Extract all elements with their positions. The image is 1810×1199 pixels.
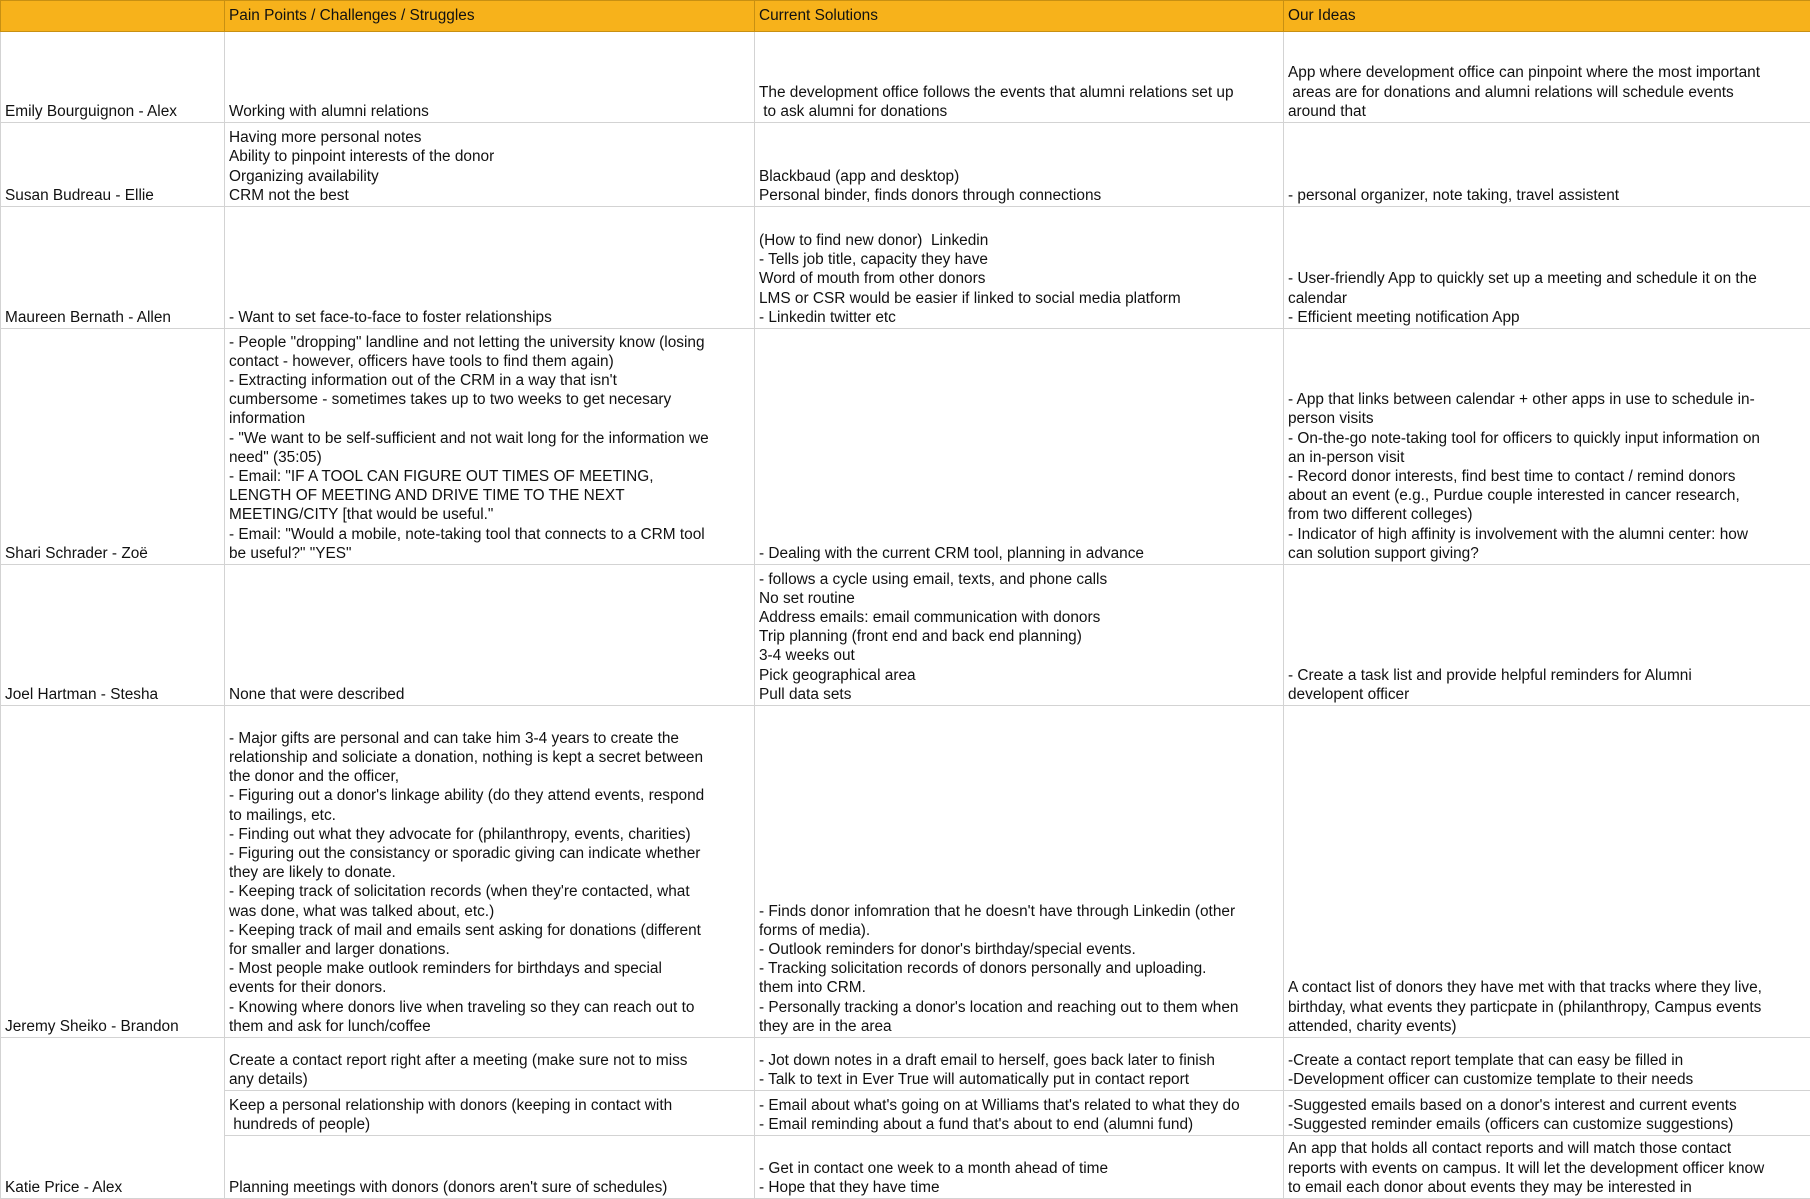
name-cell[interactable]: Susan Budreau - Ellie [1,123,225,207]
cell-text-line: An app that holds all contact reports and will match those contact [1288,1139,1806,1158]
table-row [1,329,1810,565]
cell-text-line: - Want to set face-to-face to foster relationships [229,308,750,327]
our-ideas-cell[interactable] [1284,207,1810,329]
cell-text-line: hundreds of people) [229,1115,750,1134]
table-row [1,207,1810,329]
cell-text-line: forms of media). [759,921,1279,940]
cell-text-line: Organizing availability [229,167,750,186]
cell-text-line: - Jot down notes in a draft email to herself, goes back later to finish [759,1051,1279,1070]
cell-text-line: - People "dropping" landline and not letting the university know (losing [229,333,750,352]
cell-text-line: Trip planning (front end and back end planning) [759,627,1279,646]
cell-text-line: - personal organizer, note taking, travel assistent [1288,186,1806,205]
our-ideas-cell[interactable] [1284,706,1810,1038]
cell-text-line: Create a contact report right after a meeting (make sure not to miss [229,1051,750,1070]
pain-points-cell[interactable] [225,1091,755,1136]
cell-text-line: they are likely to donate. [229,863,750,882]
our-ideas-cell[interactable] [1284,1091,1810,1136]
cell-text-line: - Email reminding about a fund that's about to end (alumni fund) [759,1115,1279,1134]
current-solutions-cell[interactable] [755,565,1284,706]
cell-text-line: attended, charity events) [1288,1017,1806,1036]
cell-text-line: was done, what was talked about, etc.) [229,902,750,921]
pain-points-cell[interactable] [225,1136,755,1199]
cell-text-line: (How to find new donor) Linkedin [759,231,1279,250]
cell-text-line: contact - however, officers have tools to find them again) [229,352,750,371]
cell-text-line: - Indicator of high affinity is involvement with the alumni center: how [1288,525,1806,544]
table-row [1,1136,1810,1199]
cell-text-line: to mailings, etc. [229,806,750,825]
cell-text-line: - Extracting information out of the CRM in a way that isn't [229,371,750,390]
cell-text-line: - App that links between calendar + other apps in use to schedule in- [1288,390,1806,409]
cell-text-line: A contact list of donors they have met with that tracks where they live, [1288,978,1806,997]
table-row [1,32,1810,123]
our-ideas-cell[interactable] [1284,329,1810,565]
current-solutions-cell[interactable] [755,1091,1284,1136]
cell-text-line: - Efficient meeting notification App [1288,308,1806,327]
cell-text-line: them into CRM. [759,978,1279,997]
cell-text-line: - Finds donor infomration that he doesn't have through Linkedin (other [759,902,1279,921]
cell-text-line: information [229,409,750,428]
cell-text-line: need" (35:05) [229,448,750,467]
cell-text-line: areas are for donations and alumni relations will schedule events [1288,83,1806,102]
name-cell[interactable]: Maureen Bernath - Allen [1,207,225,329]
cell-text-line: Pull data sets [759,685,1279,704]
cell-text-line: - follows a cycle using email, texts, and phone calls [759,570,1279,589]
cell-text-line: Blackbaud (app and desktop) [759,167,1279,186]
cell-text-line: person visits [1288,409,1806,428]
table-row [1,123,1810,207]
name-cell[interactable]: Joel Hartman - Stesha [1,565,225,706]
cell-text-line: 3-4 weeks out [759,646,1279,665]
cell-text-line: - Finding out what they advocate for (philanthropy, events, charities) [229,825,750,844]
current-solutions-cell[interactable] [755,329,1284,565]
pain-points-cell[interactable] [225,1038,755,1091]
cell-text-line: them and ask for lunch/coffee [229,1017,750,1036]
cell-text-line: -Create a contact report template that can easy be filled in [1288,1051,1806,1070]
cell-text-line: - Outlook reminders for donor's birthday/special events. [759,940,1279,959]
pain-points-cell[interactable] [225,123,755,207]
cell-text-line: The development office follows the events that alumni relations set up [759,83,1279,102]
name-cell[interactable]: Jeremy Sheiko - Brandon [1,706,225,1038]
cell-text-line: - Personally tracking a donor's location and reaching out to them when [759,998,1279,1017]
cell-text-line: Having more personal notes [229,128,750,147]
cell-text-line: LMS or CSR would be easier if linked to social media platform [759,289,1279,308]
cell-text-line: - Dealing with the current CRM tool, planning in advance [759,544,1279,563]
cell-text-line: - On-the-go note-taking tool for officers to quickly input information on [1288,429,1806,448]
table-row [1,565,1810,706]
cell-text-line: reports with events on campus. It will let the development officer know [1288,1159,1806,1178]
cell-text-line: LENGTH OF MEETING AND DRIVE TIME TO THE NEXT [229,486,750,505]
pain-points-cell[interactable] [225,565,755,706]
cell-text-line: - Email: "Would a mobile, note-taking tool that connects to a CRM tool [229,525,750,544]
cell-text-line: -Suggested reminder emails (officers can customize suggestions) [1288,1115,1806,1134]
cell-text-line: None that were described [229,685,750,704]
cell-text-line: - Hope that they have time [759,1178,1279,1197]
cell-text-line: - Figuring out a donor's linkage ability (do they attend events, respond [229,786,750,805]
cell-text-line: developent officer [1288,685,1806,704]
cell-text-line: events for their donors. [229,978,750,997]
cell-text-line: - Record donor interests, find best time to contact / remind donors [1288,467,1806,486]
cell-text-line: -Development officer can customize template to their needs [1288,1070,1806,1089]
cell-text-line: - Get in contact one week to a month ahead of time [759,1159,1279,1178]
pain-points-cell[interactable] [225,32,755,123]
cell-text-line: Working with alumni relations [229,102,750,121]
cell-text-line: - Email: "IF A TOOL CAN FIGURE OUT TIMES OF MEETING, [229,467,750,486]
our-ideas-cell[interactable] [1284,123,1810,207]
cell-text-line: Keep a personal relationship with donors (keeping in contact with [229,1096,750,1115]
pain-points-cell[interactable] [225,207,755,329]
cell-text-line: for smaller and larger donations. [229,940,750,959]
cell-text-line: App where development office can pinpoint where the most important [1288,63,1806,82]
current-solutions-cell[interactable] [755,706,1284,1038]
cell-text-line: from two different colleges) [1288,505,1806,524]
cell-text-line: an in-person visit [1288,448,1806,467]
current-solutions-cell[interactable] [755,1038,1284,1091]
cell-text-line: - Create a task list and provide helpful reminders for Alumni [1288,666,1806,685]
cell-text-line: relationship and soliciate a donation, nothing is kept a secret between [229,748,750,767]
cell-text-line: - User-friendly App to quickly set up a meeting and schedule it on the [1288,269,1806,288]
pain-points-cell[interactable] [225,329,755,565]
cell-text-line: about an event (e.g., Purdue couple interested in cancer research, [1288,486,1806,505]
cell-text-line: birthday, what events they particpate in (philanthropy, Campus events [1288,998,1806,1017]
cell-text-line: around that [1288,102,1806,121]
cell-text-line: Word of mouth from other donors [759,269,1279,288]
cell-text-line: Pick geographical area [759,666,1279,685]
name-cell[interactable]: Katie Price - Alex [1,1038,225,1199]
cell-text-line: - Talk to text in Ever True will automatically put in contact report [759,1070,1279,1089]
header-row [1,1,1810,32]
current-solutions-cell[interactable] [755,123,1284,207]
our-ideas-cell[interactable] [1284,1038,1810,1091]
header-cell-our-ideas[interactable]: Our Ideas [1284,1,1810,32]
cell-text-line: - Tells job title, capacity they have [759,250,1279,269]
cell-text-line: - Most people make outlook reminders for birthdays and special [229,959,750,978]
table-row [1,1038,1810,1091]
cell-text-line: to ask alumni for donations [759,102,1279,121]
header-cell-pain-points[interactable]: Pain Points / Challenges / Struggles [225,1,755,32]
name-cell[interactable]: Shari Schrader - Zoë [1,329,225,565]
cell-text-line: calendar [1288,289,1806,308]
cell-text-line: Planning meetings with donors (donors aren't sure of schedules) [229,1178,750,1197]
cell-text-line: - Linkedin twitter etc [759,308,1279,327]
cell-text-line: - Major gifts are personal and can take him 3-4 years to create the [229,729,750,748]
cell-text-line: - Email about what's going on at Williams that's related to what they do [759,1096,1279,1115]
pain-points-cell[interactable] [225,706,755,1038]
cell-text-line: No set routine [759,589,1279,608]
cell-text-line: be useful?" "YES" [229,544,750,563]
header-cell-name[interactable] [1,1,225,32]
cell-text-line: -Suggested emails based on a donor's interest and current events [1288,1096,1806,1115]
name-cell[interactable]: Emily Bourguignon - Alex [1,32,225,123]
cell-text-line: to email each donor about events they may be interested in [1288,1178,1806,1197]
current-solutions-cell[interactable] [755,1136,1284,1199]
cell-text-line: MEETING/CITY [that would be useful." [229,505,750,524]
cell-text-line: any details) [229,1070,750,1089]
cell-text-line: - Keeping track of mail and emails sent asking for donations (different [229,921,750,940]
cell-text-line: the donor and the officer, [229,767,750,786]
cell-text-line: - Tracking solicitation records of donors personally and uploading. [759,959,1279,978]
our-ideas-cell[interactable] [1284,32,1810,123]
cell-text-line: - Keeping track of solicitation records (when they're contacted, what [229,882,750,901]
cell-text-line: CRM not the best [229,186,750,205]
cell-text-line: Ability to pinpoint interests of the donor [229,147,750,166]
current-solutions-cell[interactable] [755,207,1284,329]
cell-text-line: - Figuring out the consistancy or sporadic giving can indicate whether [229,844,750,863]
header-cell-current-solutions[interactable]: Current Solutions [755,1,1284,32]
cell-text-line: - Knowing where donors live when traveling so they can reach out to [229,998,750,1017]
cell-text-line: Address emails: email communication with donors [759,608,1279,627]
cell-text-line: Personal binder, finds donors through connections [759,186,1279,205]
our-ideas-cell[interactable] [1284,565,1810,706]
cell-text-line: they are in the area [759,1017,1279,1036]
table-row [1,1091,1810,1136]
cell-text-line: - "We want to be self-sufficient and not wait long for the information we [229,429,750,448]
our-ideas-cell[interactable] [1284,1136,1810,1199]
current-solutions-cell[interactable] [755,32,1284,123]
cell-text-line: cumbersome - sometimes takes up to two weeks to get necesary [229,390,750,409]
table-row [1,706,1810,1038]
cell-text-line: can solution support giving? [1288,544,1806,563]
